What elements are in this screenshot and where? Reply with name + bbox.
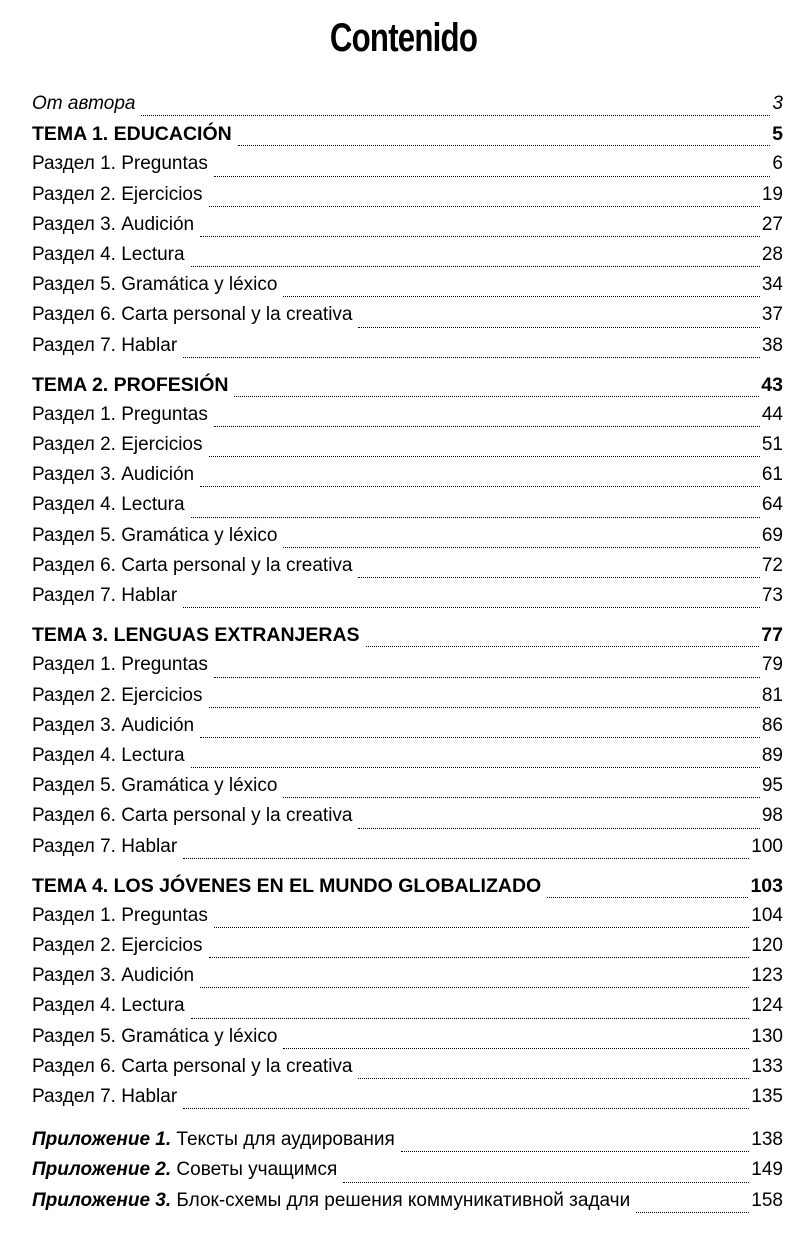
toc-section[interactable] — [32, 555, 783, 585]
appendix-prefix: Приложение 3. — [32, 1189, 172, 1211]
toc-page-number: 3 — [772, 93, 783, 114]
dot-leader — [191, 766, 760, 768]
toc-section[interactable] — [32, 464, 783, 494]
toc-section[interactable] — [32, 335, 783, 365]
toc-section-label: Раздел 1. Preguntas — [32, 654, 208, 676]
toc-section-label: Раздел 4. Lectura — [32, 243, 185, 265]
dot-leader — [358, 1077, 749, 1079]
toc-section-label: Раздел 7. Hablar — [32, 585, 178, 606]
spacer — [32, 615, 783, 624]
toc-section[interactable] — [32, 905, 783, 935]
dot-leader — [343, 1181, 749, 1183]
toc-section-label: Раздел 7. Hablar — [32, 835, 178, 857]
toc-page-number: 37 — [761, 304, 783, 326]
toc-section[interactable] — [32, 525, 783, 555]
toc-appendix-label — [32, 1159, 337, 1181]
dot-leader — [191, 516, 760, 518]
toc-page-number: 104 — [751, 904, 783, 926]
toc-section[interactable] — [32, 965, 783, 995]
toc-section-label: Раздел 6. Carta personal y la creativa — [32, 1055, 353, 1077]
toc-theme-label: TEMA 1. EDUCACIÓN — [32, 123, 232, 146]
spacer — [32, 1116, 783, 1129]
toc-theme-4[interactable] — [32, 875, 783, 905]
toc-page-number: 38 — [761, 334, 783, 356]
toc-section-label: Раздел 5. Gramática y léxico — [32, 524, 278, 546]
toc-section-label: Раздел 3. Audición — [32, 714, 195, 736]
toc-section-label: Раздел 1. Preguntas — [32, 403, 208, 425]
toc-section[interactable] — [32, 184, 783, 214]
toc-page-number: 5 — [772, 123, 783, 146]
toc-section-label: Раздел 3. Audición — [32, 213, 195, 235]
toc-section[interactable] — [32, 715, 783, 745]
toc-section-label: Раздел 7. Hablar — [32, 1086, 178, 1107]
toc-section-label: Раздел 2. Ejercicios — [32, 183, 203, 205]
toc-page-number: 79 — [761, 654, 783, 676]
dot-leader — [238, 144, 770, 146]
dot-leader — [636, 1211, 749, 1213]
dot-leader — [214, 175, 771, 177]
toc-page-number: 51 — [761, 434, 783, 456]
toc-page-number: 6 — [772, 153, 783, 175]
toc-section-label: Раздел 3. Audición — [32, 464, 195, 486]
dot-leader — [200, 736, 760, 738]
toc-page-number: 34 — [761, 274, 783, 296]
toc-page-number: 81 — [761, 684, 783, 706]
table-of-contents — [32, 93, 783, 1220]
toc-page-number: 135 — [751, 1086, 783, 1107]
toc-page-number: 158 — [751, 1189, 783, 1211]
appendix-title: Тексты для аудирования — [176, 1129, 395, 1151]
toc-section-label: Раздел 2. Ejercicios — [32, 434, 203, 456]
toc-appendix-2[interactable] — [32, 1159, 783, 1189]
toc-page-number: 61 — [761, 464, 783, 486]
appendix-prefix: Приложение 1. — [32, 1129, 172, 1151]
dot-leader — [547, 896, 748, 898]
dot-leader — [358, 326, 759, 328]
dot-leader — [283, 546, 759, 548]
dot-leader — [214, 425, 760, 427]
toc-section-label: Раздел 5. Gramática y léxico — [32, 274, 278, 296]
dot-leader — [209, 706, 760, 708]
toc-section-label: Раздел 6. Carta personal y la creativa — [32, 304, 353, 326]
dot-leader — [358, 827, 759, 829]
toc-page-number: 69 — [761, 524, 783, 546]
toc-section[interactable] — [32, 836, 783, 866]
dot-leader — [214, 926, 749, 928]
toc-section[interactable] — [32, 685, 783, 715]
toc-section[interactable] — [32, 1056, 783, 1086]
dot-leader — [183, 606, 760, 608]
toc-page-number: 77 — [761, 624, 783, 647]
dot-leader — [366, 645, 760, 647]
dot-leader — [234, 395, 759, 397]
toc-section[interactable] — [32, 1026, 783, 1056]
toc-appendix-3[interactable] — [32, 1190, 783, 1220]
toc-section-label: Раздел 5. Gramática y léxico — [32, 775, 278, 797]
dot-leader — [191, 1017, 750, 1019]
toc-section[interactable] — [32, 434, 783, 464]
toc-section[interactable] — [32, 153, 783, 183]
toc-page-number: 72 — [761, 554, 783, 576]
toc-section-label: Раздел 2. Ejercicios — [32, 684, 203, 706]
dot-leader — [214, 676, 760, 678]
toc-section[interactable] — [32, 214, 783, 244]
toc-section[interactable] — [32, 654, 783, 684]
toc-section-label: Раздел 4. Lectura — [32, 494, 185, 516]
toc-page-number: 124 — [751, 995, 783, 1017]
toc-section[interactable] — [32, 995, 783, 1025]
toc-section[interactable] — [32, 304, 783, 334]
toc-page-number: 138 — [751, 1129, 783, 1151]
toc-section[interactable] — [32, 244, 783, 274]
appendix-title: Блок-схемы для решения коммуникативной задачи — [176, 1189, 631, 1211]
toc-theme-3[interactable] — [32, 624, 783, 654]
toc-section-label: Раздел 1. Preguntas — [32, 904, 208, 926]
dot-leader — [209, 956, 750, 958]
toc-theme-label: TEMA 4. LOS JÓVENES EN EL MUNDO GLOBALIZADO — [32, 874, 542, 897]
appendix-prefix: Приложение 2. — [32, 1159, 172, 1181]
toc-intro-entry[interactable] — [32, 93, 783, 123]
toc-theme-label: TEMA 3. LENGUAS EXTRANJERAS — [32, 624, 360, 647]
toc-entry-label: От автора — [32, 93, 136, 114]
toc-section[interactable] — [32, 805, 783, 835]
spacer — [32, 866, 783, 875]
toc-page-number: 120 — [751, 935, 783, 957]
dot-leader — [283, 1047, 749, 1049]
toc-section-label: Раздел 4. Lectura — [32, 744, 185, 766]
toc-theme-label: TEMA 2. PROFESIÓN — [32, 373, 229, 396]
dot-leader — [200, 986, 749, 988]
toc-page-number: 89 — [761, 744, 783, 766]
dot-leader — [283, 796, 759, 798]
toc-section-label: Раздел 3. Audición — [32, 965, 195, 987]
toc-page-number: 95 — [761, 775, 783, 797]
toc-page-number: 149 — [751, 1159, 783, 1181]
page-title: Contenido — [329, 16, 478, 60]
dot-leader — [358, 576, 759, 578]
toc-section[interactable] — [32, 404, 783, 434]
toc-section[interactable] — [32, 745, 783, 775]
toc-page-number: 103 — [750, 874, 783, 897]
toc-page-number: 123 — [751, 965, 783, 987]
toc-section-label: Раздел 1. Preguntas — [32, 153, 208, 175]
toc-page-number: 130 — [751, 1025, 783, 1047]
dot-leader — [401, 1150, 749, 1152]
toc-theme-2[interactable] — [32, 374, 783, 404]
toc-section[interactable] — [32, 1086, 783, 1116]
toc-appendix-1[interactable] — [32, 1129, 783, 1159]
dot-leader — [283, 295, 759, 297]
toc-page-number: 19 — [761, 183, 783, 205]
toc-appendix-label — [32, 1129, 395, 1151]
appendix-title: Советы учащимся — [176, 1159, 338, 1181]
toc-page-number: 44 — [761, 403, 783, 425]
toc-section[interactable] — [32, 775, 783, 805]
dot-leader — [209, 455, 760, 457]
toc-page-number: 86 — [761, 714, 783, 736]
dot-leader — [200, 485, 760, 487]
dot-leader — [183, 1107, 749, 1109]
toc-section-label: Раздел 6. Carta personal y la creativa — [32, 805, 353, 827]
toc-page-number: 27 — [761, 213, 783, 235]
toc-page-number: 133 — [751, 1055, 783, 1077]
toc-section-label: Раздел 2. Ejercicios — [32, 935, 203, 957]
toc-section[interactable] — [32, 585, 783, 615]
dot-leader — [183, 356, 760, 358]
toc-appendix-label — [32, 1190, 630, 1212]
toc-page-number: 73 — [761, 585, 783, 606]
toc-page-number: 64 — [761, 494, 783, 516]
spacer — [32, 365, 783, 374]
dot-leader — [200, 235, 760, 237]
dot-leader — [183, 857, 749, 859]
toc-section[interactable] — [32, 494, 783, 524]
toc-page-number: 98 — [761, 805, 783, 827]
toc-page-number: 28 — [761, 243, 783, 265]
dot-leader — [141, 114, 770, 116]
dot-leader — [209, 205, 760, 207]
toc-page-number: 100 — [751, 835, 783, 857]
toc-section-label: Раздел 5. Gramática y léxico — [32, 1025, 278, 1047]
toc-section-label: Раздел 7. Hablar — [32, 334, 178, 356]
toc-section[interactable] — [32, 935, 783, 965]
toc-section-label: Раздел 4. Lectura — [32, 995, 185, 1017]
toc-section[interactable] — [32, 274, 783, 304]
toc-section-label: Раздел 6. Carta personal y la creativa — [32, 554, 353, 576]
toc-page-number: 43 — [761, 373, 783, 396]
dot-leader — [191, 265, 760, 267]
toc-theme-1[interactable] — [32, 123, 783, 153]
